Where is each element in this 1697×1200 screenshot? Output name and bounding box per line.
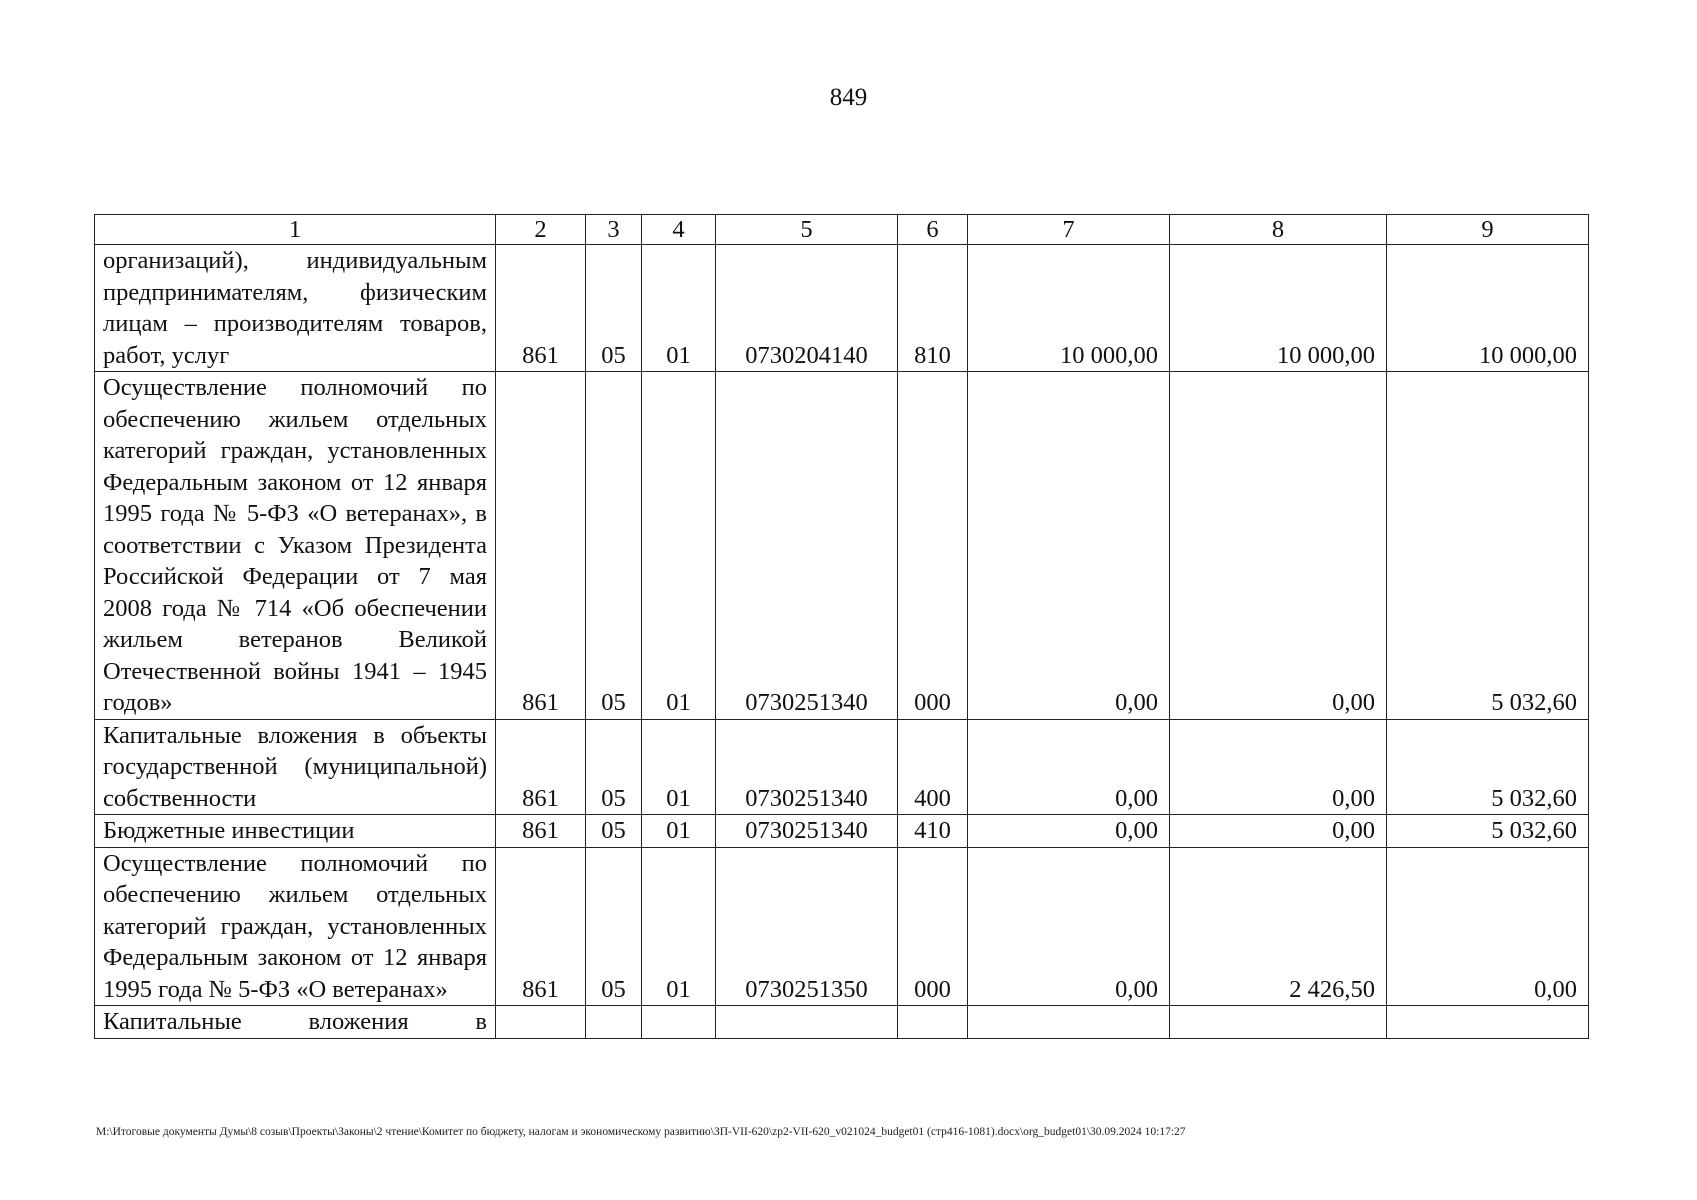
cell-expense-type: 000 bbox=[898, 847, 968, 1006]
cell-amount: 10 000,00 bbox=[1170, 245, 1387, 372]
cell-expense-type: 400 bbox=[898, 719, 968, 815]
cell-amount: 10 000,00 bbox=[968, 245, 1170, 372]
cell-amount: 0,00 bbox=[1170, 719, 1387, 815]
row-description: Капитальные вложения в bbox=[95, 1006, 496, 1039]
cell-section: 05 bbox=[586, 245, 642, 372]
cell-code: 861 bbox=[496, 815, 586, 848]
cell-code: 861 bbox=[496, 245, 586, 372]
cell-target-article: 0730251340 bbox=[716, 372, 898, 720]
table-row bbox=[95, 815, 1589, 848]
cell-section: 05 bbox=[586, 847, 642, 1006]
cell-amount: 0,00 bbox=[1170, 372, 1387, 720]
table-header-row bbox=[95, 215, 1589, 245]
cell-amount: 0,00 bbox=[968, 847, 1170, 1006]
column-header: 1 bbox=[95, 215, 496, 245]
row-description: Осуществление полномочий по обеспечению жильем отдельных категорий граждан, установленных Федеральным законом от 12 января 1995 года № 5-ФЗ «О ветеранах», в соответствии с Указом Президента Российской Федерации от 7 мая 2008 года № 714 «Об обеспечении жильем ветеранов Великой Отечественной войны 1941 – 1945 годов» bbox=[95, 372, 496, 720]
cell-amount bbox=[1387, 1006, 1589, 1039]
cell-amount: 0,00 bbox=[968, 815, 1170, 848]
cell-code: 861 bbox=[496, 372, 586, 720]
row-description: Осуществление полномочий по обеспечению жильем отдельных категорий граждан, установленных Федеральным законом от 12 января 1995 года № 5-ФЗ «О ветеранах» bbox=[95, 847, 496, 1006]
budget-table bbox=[94, 214, 1589, 1039]
cell-target-article: 0730251350 bbox=[716, 847, 898, 1006]
column-header: 4 bbox=[642, 215, 716, 245]
cell-amount bbox=[1170, 1006, 1387, 1039]
column-header: 5 bbox=[716, 215, 898, 245]
cell-subsection: 01 bbox=[642, 815, 716, 848]
column-header: 2 bbox=[496, 215, 586, 245]
row-description: Бюджетные инвестиции bbox=[95, 815, 496, 848]
cell-amount: 0,00 bbox=[1170, 815, 1387, 848]
cell-subsection: 01 bbox=[642, 372, 716, 720]
page-number: 849 bbox=[829, 84, 868, 111]
cell-target-article bbox=[716, 1006, 898, 1039]
cell-expense-type bbox=[898, 1006, 968, 1039]
cell-section: 05 bbox=[586, 372, 642, 720]
row-description: организаций), индивидуальным предпринимателям, физическим лицам – производителям товаров, работ, услуг bbox=[95, 245, 496, 372]
cell-subsection: 01 bbox=[642, 245, 716, 372]
cell-target-article: 0730251340 bbox=[716, 719, 898, 815]
column-header: 3 bbox=[586, 215, 642, 245]
cell-subsection: 01 bbox=[642, 847, 716, 1006]
table-row bbox=[95, 719, 1589, 815]
cell-target-article: 0730204140 bbox=[716, 245, 898, 372]
cell-amount: 5 032,60 bbox=[1387, 815, 1589, 848]
table-row bbox=[95, 245, 1589, 372]
cell-amount: 5 032,60 bbox=[1387, 719, 1589, 815]
row-description: Капитальные вложения в объекты государственной (муниципальной) собственности bbox=[95, 719, 496, 815]
cell-amount: 0,00 bbox=[968, 372, 1170, 720]
cell-expense-type: 810 bbox=[898, 245, 968, 372]
column-header: 8 bbox=[1170, 215, 1387, 245]
cell-code: 861 bbox=[496, 719, 586, 815]
table-row bbox=[95, 1006, 1589, 1039]
table-row bbox=[95, 847, 1589, 1006]
cell-expense-type: 000 bbox=[898, 372, 968, 720]
cell-subsection bbox=[642, 1006, 716, 1039]
column-header: 7 bbox=[968, 215, 1170, 245]
cell-amount: 10 000,00 bbox=[1387, 245, 1589, 372]
cell-subsection: 01 bbox=[642, 719, 716, 815]
cell-code: 861 bbox=[496, 847, 586, 1006]
cell-section: 05 bbox=[586, 719, 642, 815]
column-header: 9 bbox=[1387, 215, 1589, 245]
cell-amount bbox=[968, 1006, 1170, 1039]
cell-section bbox=[586, 1006, 642, 1039]
cell-code bbox=[496, 1006, 586, 1039]
cell-amount: 2 426,50 bbox=[1170, 847, 1387, 1006]
cell-amount: 0,00 bbox=[968, 719, 1170, 815]
cell-target-article: 0730251340 bbox=[716, 815, 898, 848]
footer-file-path: M:\Итоговые документы Думы\8 созыв\Проекты\Законы\2 чтение\Комитет по бюджету, налогам и экономическому развитию\ЗП-VII-620\zp2-VII-620_v021024_budget01 (стр416-1081).docx\org_budget01\30.09.2024 10:17:27 bbox=[96, 1126, 1186, 1138]
column-header: 6 bbox=[898, 215, 968, 245]
cell-expense-type: 410 bbox=[898, 815, 968, 848]
cell-amount: 0,00 bbox=[1387, 847, 1589, 1006]
cell-section: 05 bbox=[586, 815, 642, 848]
cell-amount: 5 032,60 bbox=[1387, 372, 1589, 720]
table-row bbox=[95, 372, 1589, 720]
